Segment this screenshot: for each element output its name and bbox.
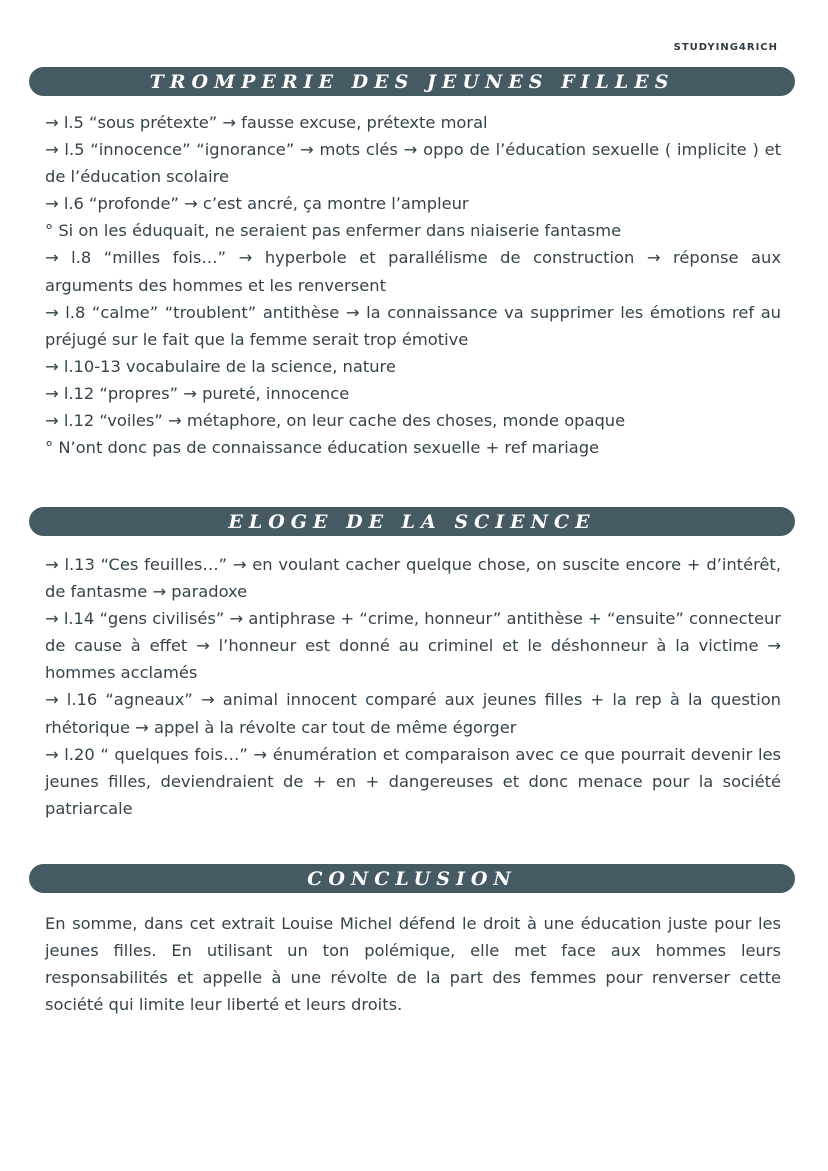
note-line: → l.5 “sous prétexte” → fausse excuse, prétexte moral xyxy=(45,113,488,132)
note-line: → l.8 “milles fois…” → hyperbole et parallélisme de construction → réponse aux arguments des hommes et les renversent xyxy=(45,248,781,295)
section-banner-eloge xyxy=(29,507,795,536)
section-title: TROMPERIE DES JEUNES FILLES xyxy=(149,70,675,93)
section-title: CONCLUSION xyxy=(307,867,517,890)
section-title: ELOGE DE LA SCIENCE xyxy=(228,510,596,533)
brand-logo-text: STUDYING4RICH xyxy=(673,42,778,53)
note-line: → l.13 “Ces feuilles…” → en voulant cacher quelque chose, on suscite encore + d’intérêt, de fantasme → paradoxe xyxy=(45,555,781,602)
section-body-conclusion xyxy=(45,910,781,1018)
note-line: → l.12 “voiles” → métaphore, on leur cache des choses, monde opaque xyxy=(45,411,626,431)
section-body-eloge xyxy=(45,551,781,822)
note-line: → l.10-13 vocabulaire de la science, nature xyxy=(45,356,396,376)
note-line: ° N’ont donc pas de connaissance éducation sexuelle + ref mariage xyxy=(45,438,600,458)
section-body-tromperie xyxy=(45,109,781,461)
section-banner-conclusion xyxy=(29,864,795,893)
note-line: → l.5 “innocence” “ignorance” → mots clés → oppo de l’éducation sexuelle ( implicite ) et de l’éducation scolaire xyxy=(45,140,781,187)
conclusion-paragraph: En somme, dans cet extrait Louise Michel défend le droit à une éducation juste pour les jeunes filles. En utilisant un ton polémique, elle met face aux hommes leurs responsabilités et appelle à une révolte de la part des femmes pour renverser cette société qui limite leur liberté et leurs droits. xyxy=(45,914,781,1015)
section-banner-tromperie xyxy=(29,67,795,96)
note-line: → l.12 “propres” → pureté, innocence xyxy=(45,383,350,403)
note-line: → l.16 “agneaux” → animal innocent comparé aux jeunes filles + la rep à la question rhétorique → appel à la révolte car tout de même égorger xyxy=(45,690,781,737)
note-line: ° Si on les éduquait, ne seraient pas enfermer dans niaiserie fantasme xyxy=(45,221,622,241)
note-line: → l.6 “profonde” → c’est ancré, ça montre l’ampleur xyxy=(45,194,469,214)
note-line: → l.20 “ quelques fois…” → énumération et comparaison avec ce que pourrait devenir les jeunes filles, deviendraient de + en + dangereuses et donc menace pour la société patriarcale xyxy=(45,744,781,818)
note-line: → l.14 “gens civilisés” → antiphrase + “crime, honneur” antithèse + “ensuite” connecteur de cause à effet → l’honneur est donné au criminel et le déshonneur à la victime → hommes acclamés xyxy=(45,609,781,683)
note-line: → l.8 “calme” “troublent” antithèse → la connaissance va supprimer les émotions ref au préjugé sur le fait que la femme serait trop émotive xyxy=(45,302,781,349)
